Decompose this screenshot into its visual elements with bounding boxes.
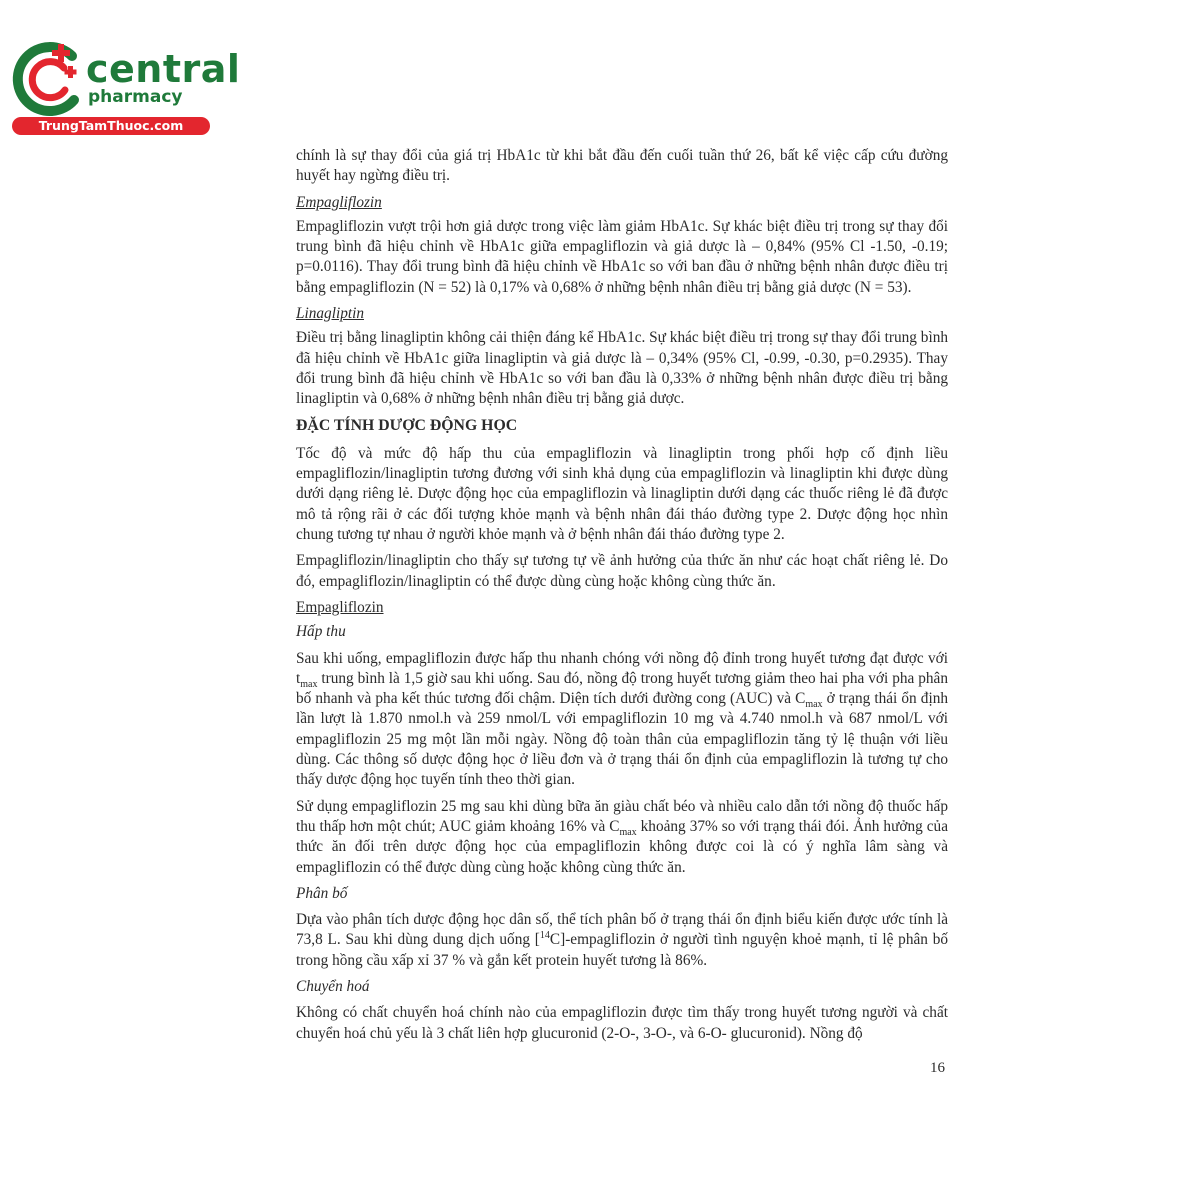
heading-empagliflozin-pk: Empagliflozin <box>296 598 384 616</box>
distribution-text-a: Dựa vào phân tích dược động học dân số, thể tích phân bố ở trạng thái ổn định biểu kiến được ước tính là 73,8 L. Sau khi dùng dung dịch uống [ <box>296 911 948 949</box>
food-text-a: Sử dụng empagliflozin 25 mg sau khi dùng bữa ăn giàu chất béo và nhiều calo dẫn tới nồng độ thuốc hấp thu thấp hơn một chút; AUC giảm khoảng 16% và C <box>296 797 948 835</box>
heading-distribution: Phân bố <box>296 884 348 902</box>
cmax-subscript-2: max <box>619 826 637 838</box>
absorption-text-b: trung bình là 1,5 giờ sau khi uống. Sau đó, nồng độ trong huyết tương giảm theo hai pha với pha phân bố nhanh và pha kết thúc tương đối chậm. Diện tích dưới đường cong (AUC) và C <box>296 669 948 708</box>
paragraph-empagliflozin: Empagliflozin vượt trội hơn giả dược trong việc làm giảm HbA1c. Sự khác biệt điều trị trong sự thay đổi trung bình đã hiệu chỉnh về HbA1c giữa empagliflozin và giả dược là – 0,84% (95% Cl -1.50, -0.19; p=0.0116). Thay đổi trung bình đã hiệu chỉnh về HbA1c so với ban đầu ở những bệnh nhân được điều trị bằng empagliflozin (N = 52) là 0,17% và 0,68% ở những bệnh nhân điều trị bằng giả dược (N = 53). <box>296 217 948 296</box>
paragraph-distribution <box>296 910 948 971</box>
heading-metabolism: Chuyển hoá <box>296 977 370 995</box>
section-heading-pharmacokinetics: ĐẶC TÍNH DƯỢC ĐỘNG HỌC <box>296 416 518 434</box>
absorption-text-c: ở trạng thái ổn định lần lượt là 1.870 nmol.h và 259 nmol/L với empagliflozin 10 mg và 4.740 nmol.h và 687 nmol/L với empagliflozin 25 mg một lần mỗi ngày. Nồng độ toàn thân của empagliflozin tăng tỷ lệ thuận với liều dùng. Các thông số dược động học ở liều đơn và ở trạng thái ổn định của empagliflozin là tương tự cho thấy dược động học tuyến tính theo thời gian. <box>296 690 948 789</box>
page-number: 16 <box>930 1060 945 1076</box>
paragraph-pk-2: Empagliflozin/linagliptin cho thấy sự tương tự về ảnh hưởng của thức ăn như các hoạt chất riêng lẻ. Do đó, empagliflozin/linagliptin có thể được dùng cùng hoặc không cùng thức ăn. <box>296 552 948 590</box>
tmax-subscript: max <box>300 678 318 690</box>
heading-absorption: Hấp thu <box>296 623 346 641</box>
isotope-superscript: 14 <box>539 930 550 942</box>
paragraph-pk-1: Tốc độ và mức độ hấp thu của empagliflozin và linagliptin trong phối hợp cố định liều empagliflozin/linagliptin tương đương với sinh khả dụng của empagliflozin và linagliptin khi được dùng dưới dạng riêng lẻ. Dược động học của empagliflozin và linagliptin dưới dạng các thuốc riêng lẻ đã được mô tả rộng rãi ở các đối tượng khỏe mạnh và bệnh nhân đái tháo đường type 2. Dược động học nhìn chung tương tự nhau ở người khỏe mạnh và ở bệnh nhân đái tháo đường type 2. <box>296 444 948 544</box>
logo-text <box>86 47 241 107</box>
logo-subtitle: pharmacy <box>88 87 183 107</box>
heading-linagliptin: Linagliptin <box>296 305 364 323</box>
site-name-badge: TrungTamThuoc.com <box>12 117 210 135</box>
paragraph-linagliptin: Điều trị bằng linagliptin không cải thiện đáng kể HbA1c. Sự khác biệt điều trị trong sự thay đổi trung bình đã hiệu chỉnh về HbA1c giữa linagliptin và giả dược là – 0,34% (95% Cl, -0.99, -0.30, p=0.2935). Thay đổi trung bình đã hiệu chỉnh về HbA1c so với ban đầu là 0,33% ở những bệnh nhân được điều trị bằng linagliptin và 0,68% ở những bệnh nhân điều trị bằng giả dược. <box>296 329 948 408</box>
paragraph-intro: chính là sự thay đổi của giá trị HbA1c từ khi bắt đầu đến cuối tuần thứ 26, bất kể việc cấp cứu đường huyết hay ngừng điều trị. <box>296 147 948 185</box>
paragraph-food-effect <box>296 797 948 878</box>
heading-empagliflozin: Empagliflozin <box>296 193 382 211</box>
paragraph-metabolism: Không có chất chuyển hoá chính nào của empagliflozin được tìm thấy trong huyết tương người và chất chuyển hoá chủ yếu là 3 chất liên hợp glucuronid (2-O-, 3-O-, và 6-O- glucuronid). Nồng độ <box>296 1004 948 1042</box>
distribution-text-b: C]-empagliflozin ở người tình nguyện khoẻ mạnh, tỉ lệ phân bố trong hồng cầu xấp xỉ 37 % và gắn kết protein huyết tương là 86%. <box>296 931 948 969</box>
absorption-text-a: Sau khi uống, empagliflozin được hấp thu nhanh chóng với nồng độ đỉnh trong huyết tương đạt được với t <box>296 649 948 687</box>
logo-brand: central <box>86 47 241 91</box>
cmax-subscript: max <box>805 699 823 711</box>
paragraph-absorption <box>296 649 948 791</box>
food-text-b: khoảng 37% so với trạng thái đói. Ảnh hưởng của thức ăn đối trên dược động học của empagliflozin không được coi là có ý nghĩa lâm sàng và empagliflozin có thể được dùng cùng hoặc không cùng thức ăn. <box>296 817 948 876</box>
document-page <box>296 146 948 1050</box>
